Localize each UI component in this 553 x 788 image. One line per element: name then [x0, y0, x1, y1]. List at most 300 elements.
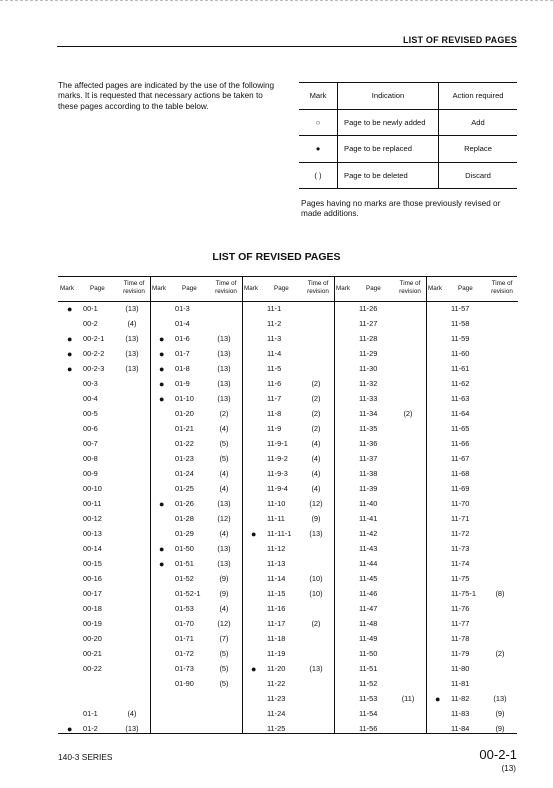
page-number: 01-50 — [175, 544, 194, 553]
table-row — [334, 332, 426, 346]
revision-number: (13) — [125, 724, 139, 733]
table-row — [334, 662, 426, 676]
page-number: 11-39 — [359, 484, 378, 493]
table-row — [334, 377, 426, 391]
table-row — [426, 317, 518, 331]
column-header-mark: Mark — [336, 285, 350, 292]
marks-legend-row — [299, 162, 517, 189]
table-row — [242, 332, 334, 346]
table-column-header — [426, 277, 518, 302]
mark-action: Replace — [439, 136, 518, 163]
replace-mark-icon: ● — [159, 379, 165, 389]
revision-number: (4) — [311, 484, 321, 493]
table-row — [58, 587, 150, 601]
table-row — [334, 392, 426, 406]
page-number: 00-16 — [83, 574, 102, 583]
page-number: 01-20 — [175, 409, 194, 418]
table-row — [58, 452, 150, 466]
page-number: 11-25 — [267, 724, 286, 733]
column-header-time: Time of revision — [215, 280, 237, 295]
column-header-page: Page — [366, 285, 381, 292]
table-row — [426, 362, 518, 376]
page-number: 00-15 — [83, 559, 102, 568]
page-number: 01-3 — [175, 304, 190, 313]
table-row — [58, 617, 150, 631]
header-action: Action required — [439, 83, 518, 110]
table-row — [150, 497, 242, 511]
table-row — [58, 572, 150, 586]
table-row — [58, 392, 150, 406]
page-number: 11-77 — [451, 619, 470, 628]
mark-indication: Page to be newly added — [338, 109, 439, 136]
table-row — [58, 647, 150, 661]
table-row — [334, 542, 426, 556]
mark-action: Add — [439, 109, 518, 136]
table-row — [242, 452, 334, 466]
table-row — [334, 617, 426, 631]
mark-indication: Page to be deleted — [338, 162, 439, 189]
page-number: 00-14 — [83, 544, 102, 553]
page-number: 11-84 — [451, 724, 470, 733]
revision-number: (13) — [493, 694, 507, 703]
table-row — [242, 392, 334, 406]
revision-number: (4) — [127, 319, 137, 328]
page-number: 11-32 — [359, 379, 378, 388]
page-number: 11-38 — [359, 469, 378, 478]
table-row — [58, 362, 150, 376]
page-number: 00-2 — [83, 319, 98, 328]
table-row — [58, 722, 150, 736]
revision-number: (5) — [219, 679, 229, 688]
page-number: 11-29 — [359, 349, 378, 358]
table-row — [334, 482, 426, 496]
table-row — [334, 467, 426, 481]
table-row — [334, 602, 426, 616]
revision-number: (5) — [219, 454, 229, 463]
table-row — [242, 362, 334, 376]
page-number: 11-63 — [451, 394, 470, 403]
page-number: 11-79 — [451, 649, 470, 658]
table-row — [58, 467, 150, 481]
page-number: 11-46 — [359, 589, 378, 598]
table-row — [58, 497, 150, 511]
column-header-page: Page — [182, 285, 197, 292]
intro-paragraph: The affected pages are indicated by the use of the following marks. It is requested that necessary actions be taken to these pages according to the table below. — [58, 81, 275, 111]
revision-number: (4) — [219, 529, 229, 538]
page-number: 01-29 — [175, 529, 194, 538]
revision-number: (9) — [495, 724, 505, 733]
table-row — [426, 467, 518, 481]
table-row — [58, 527, 150, 541]
table-row — [242, 497, 334, 511]
page-number: 11-53 — [359, 694, 378, 703]
footer-revision: (13) — [501, 764, 516, 773]
table-row — [242, 707, 334, 721]
table-row — [426, 542, 518, 556]
replace-mark-icon: ● — [159, 349, 165, 359]
revision-number: (5) — [219, 439, 229, 448]
list-title: LIST OF REVISED PAGES — [212, 251, 341, 263]
page-number: 11-33 — [359, 394, 378, 403]
mark-action: Discard — [439, 162, 518, 189]
table-row — [58, 377, 150, 391]
mark-symbol: ● — [299, 136, 338, 163]
page-number: 11-71 — [451, 514, 470, 523]
revision-number: (13) — [217, 559, 231, 568]
revision-number: (2) — [311, 379, 321, 388]
table-row — [242, 302, 334, 316]
table-column — [242, 277, 335, 733]
page-number: 01-22 — [175, 439, 194, 448]
table-row — [242, 677, 334, 691]
table-row — [58, 707, 150, 721]
table-row — [150, 647, 242, 661]
table-row — [426, 632, 518, 646]
page-number: 01-26 — [175, 499, 194, 508]
revision-number: (13) — [125, 334, 139, 343]
page-number: 11-59 — [451, 334, 470, 343]
table-row — [150, 377, 242, 391]
table-row — [426, 602, 518, 616]
page-number: 11-27 — [359, 319, 378, 328]
replace-mark-icon: ● — [67, 334, 73, 344]
table-row — [426, 407, 518, 421]
top-dashed-line — [0, 0, 553, 1]
table-row — [426, 347, 518, 361]
page-number: 11-11 — [267, 514, 285, 523]
page-number: 11-6 — [267, 379, 282, 388]
page-number: 11-11-1 — [267, 529, 292, 538]
table-row — [334, 722, 426, 736]
table-column-header — [334, 277, 426, 302]
table-row — [150, 572, 242, 586]
table-row — [334, 302, 426, 316]
table-row — [58, 662, 150, 676]
footer-series: 140-3 SERIES — [58, 752, 113, 762]
table-row — [58, 302, 150, 316]
table-row — [242, 557, 334, 571]
revision-number: (5) — [219, 664, 229, 673]
page-number: 11-34 — [359, 409, 378, 418]
page-number: 11-18 — [267, 634, 286, 643]
page-number: 01-90 — [175, 679, 194, 688]
page-number: 11-9-4 — [267, 484, 288, 493]
table-row — [150, 392, 242, 406]
page-number: 00-21 — [83, 649, 102, 658]
page-number: 11-61 — [451, 364, 470, 373]
page-number: 11-45 — [359, 574, 378, 583]
table-row — [242, 527, 334, 541]
header-mark: Mark — [299, 83, 338, 110]
table-row — [334, 527, 426, 541]
table-row — [150, 362, 242, 376]
page-number: 01-23 — [175, 454, 194, 463]
table-row — [334, 647, 426, 661]
table-row — [58, 512, 150, 526]
revision-number: (9) — [495, 709, 505, 718]
table-row — [58, 317, 150, 331]
page-number: 11-8 — [267, 409, 282, 418]
page-number: 11-60 — [451, 349, 470, 358]
page-number: 01-9 — [175, 379, 190, 388]
page-number: 01-8 — [175, 364, 190, 373]
revision-number: (13) — [125, 349, 139, 358]
header-rule — [57, 46, 517, 47]
replace-mark-icon: ● — [67, 364, 73, 374]
page-number: 11-51 — [359, 664, 378, 673]
page-number: 11-9 — [267, 424, 282, 433]
revision-number: (4) — [219, 424, 229, 433]
column-header-mark: Mark — [244, 285, 258, 292]
revision-number: (5) — [219, 649, 229, 658]
page-number: 11-67 — [451, 454, 470, 463]
table-row — [58, 422, 150, 436]
page-number: 00-5 — [83, 409, 98, 418]
page-number: 11-56 — [359, 724, 378, 733]
table-row — [242, 422, 334, 436]
page-number: 01-10 — [175, 394, 194, 403]
page-number: 11-28 — [359, 334, 378, 343]
table-row — [150, 587, 242, 601]
page-number: 00-2-1 — [83, 334, 105, 343]
page-number: 11-7 — [267, 394, 282, 403]
table-row — [334, 497, 426, 511]
column-header-page: Page — [90, 285, 105, 292]
table-row — [150, 422, 242, 436]
mark-symbol: ( ) — [299, 162, 338, 189]
revision-number: (11) — [401, 694, 415, 703]
revision-number: (2) — [311, 409, 321, 418]
revision-number: (13) — [217, 349, 231, 358]
revision-number: (2) — [219, 409, 229, 418]
page-number: 01-53 — [175, 604, 194, 613]
table-row — [150, 602, 242, 616]
page-number: 00-13 — [83, 529, 102, 538]
page-number: 11-75 — [451, 574, 470, 583]
page-number: 01-21 — [175, 424, 194, 433]
marks-legend-row — [299, 109, 517, 136]
page-number: 11-5 — [267, 364, 282, 373]
mark-indication: Page to be replaced — [338, 136, 439, 163]
page-number: 11-40 — [359, 499, 378, 508]
table-row — [58, 482, 150, 496]
revision-number: (2) — [311, 619, 321, 628]
column-header-time: Time of revision — [399, 280, 421, 295]
page-number: 00-1 — [83, 304, 98, 313]
page-number: 00-22 — [83, 664, 102, 673]
page-number: 11-16 — [267, 604, 286, 613]
page-number: 00-19 — [83, 619, 102, 628]
revision-number: (13) — [217, 499, 231, 508]
table-row — [242, 542, 334, 556]
page-number: 11-14 — [267, 574, 286, 583]
table-row — [150, 557, 242, 571]
replace-mark-icon: ● — [159, 499, 165, 509]
column-header-mark: Mark — [152, 285, 166, 292]
page-number: 01-7 — [175, 349, 190, 358]
table-row — [58, 437, 150, 451]
table-row — [426, 707, 518, 721]
page-number: 11-13 — [267, 559, 286, 568]
replace-mark-icon: ● — [251, 664, 257, 674]
page-number: 11-82 — [451, 694, 470, 703]
table-row — [334, 362, 426, 376]
page-number: 00-20 — [83, 634, 102, 643]
table-row — [334, 407, 426, 421]
page-number: 11-1 — [267, 304, 282, 313]
page-number: 11-44 — [359, 559, 378, 568]
revision-number: (4) — [127, 709, 137, 718]
revision-number: (9) — [219, 589, 229, 598]
table-row — [426, 722, 518, 736]
page-number: 01-4 — [175, 319, 190, 328]
table-row — [426, 527, 518, 541]
page-number: 01-25 — [175, 484, 194, 493]
page-number: 11-23 — [267, 694, 286, 703]
revision-number: (13) — [217, 394, 231, 403]
table-row — [426, 437, 518, 451]
page-number: 01-52-1 — [175, 589, 201, 598]
page-number: 00-9 — [83, 469, 98, 478]
table-row — [334, 707, 426, 721]
page-number: 11-20 — [267, 664, 286, 673]
page-number: 11-9-1 — [267, 439, 288, 448]
page-number: 00-18 — [83, 604, 102, 613]
table-row — [242, 467, 334, 481]
page-number: 01-70 — [175, 619, 194, 628]
table-row — [150, 527, 242, 541]
table-row — [426, 647, 518, 661]
revision-number: (4) — [219, 604, 229, 613]
table-row — [150, 632, 242, 646]
table-row — [150, 677, 242, 691]
page-number: 11-80 — [451, 664, 470, 673]
table-row — [426, 512, 518, 526]
revision-number: (13) — [125, 364, 139, 373]
marks-legend-header — [299, 83, 517, 110]
table-row — [150, 332, 242, 346]
page-header-title: LIST OF REVISED PAGES — [402, 35, 517, 45]
revision-number: (13) — [217, 364, 231, 373]
page-number: 11-17 — [267, 619, 286, 628]
page-number: 11-35 — [359, 424, 378, 433]
page-number: 00-10 — [83, 484, 102, 493]
revision-number: (7) — [219, 634, 229, 643]
page-number: 00-3 — [83, 379, 98, 388]
table-row — [150, 407, 242, 421]
column-header-time: Time of revision — [491, 280, 513, 295]
page-number: 11-52 — [359, 679, 378, 688]
table-row — [150, 467, 242, 481]
table-row — [426, 332, 518, 346]
page-number: 11-9-3 — [267, 469, 288, 478]
page-number: 11-68 — [451, 469, 470, 478]
page-number: 11-42 — [359, 529, 378, 538]
table-row — [426, 482, 518, 496]
revision-number: (10) — [309, 574, 323, 583]
table-row — [242, 632, 334, 646]
page-number: 11-4 — [267, 349, 282, 358]
page-number: 00-11 — [83, 499, 102, 508]
table-row — [150, 512, 242, 526]
table-row — [242, 572, 334, 586]
page-number: 11-15 — [267, 589, 286, 598]
page-number: 00-2-2 — [83, 349, 105, 358]
marks-legend-table — [299, 82, 517, 189]
page-number: 11-75-1 — [451, 589, 476, 598]
page-number: 00-7 — [83, 439, 98, 448]
table-row — [334, 317, 426, 331]
page-number: 01-2 — [83, 724, 98, 733]
page-number: 11-22 — [267, 679, 286, 688]
page-number: 11-66 — [451, 439, 470, 448]
table-column-header — [58, 277, 150, 302]
column-header-mark: Mark — [428, 285, 442, 292]
revision-number: (2) — [311, 424, 321, 433]
table-row — [334, 422, 426, 436]
table-row — [58, 632, 150, 646]
table-row — [426, 302, 518, 316]
revision-number: (13) — [217, 544, 231, 553]
column-header-time: Time of revision — [123, 280, 145, 295]
table-row — [58, 347, 150, 361]
table-row — [334, 572, 426, 586]
table-row — [426, 677, 518, 691]
table-row — [426, 392, 518, 406]
table-row — [150, 437, 242, 451]
page-number: 01-1 — [83, 709, 98, 718]
table-column — [334, 277, 427, 733]
table-row — [242, 587, 334, 601]
revision-number: (13) — [309, 664, 323, 673]
revision-number: (12) — [217, 619, 231, 628]
table-row — [426, 422, 518, 436]
mark-symbol: ○ — [299, 109, 338, 136]
table-column-header — [242, 277, 334, 302]
page-number: 11-47 — [359, 604, 378, 613]
header-indication: Indication — [338, 83, 439, 110]
revision-number: (4) — [311, 469, 321, 478]
replace-mark-icon: ● — [251, 529, 257, 539]
table-column — [58, 277, 151, 733]
note-text: Pages having no marks are those previously revised or made additions. — [301, 199, 501, 219]
page-number: 01-71 — [175, 634, 194, 643]
table-row — [426, 692, 518, 706]
table-row — [334, 632, 426, 646]
page-number: 11-36 — [359, 439, 378, 448]
page-number: 00-2-3 — [83, 364, 105, 373]
revision-number: (4) — [219, 484, 229, 493]
page-number: 00-8 — [83, 454, 98, 463]
page-number: 11-2 — [267, 319, 282, 328]
revision-number: (13) — [309, 529, 323, 538]
page-number: 11-69 — [451, 484, 470, 493]
page-number: 11-70 — [451, 499, 470, 508]
footer-page-number: 00-2-1 — [479, 747, 517, 762]
page-number: 11-83 — [451, 709, 470, 718]
page-number: 01-52 — [175, 574, 194, 583]
page-number: 11-12 — [267, 544, 286, 553]
page-number: 11-57 — [451, 304, 470, 313]
table-row — [242, 647, 334, 661]
page-number: 01-72 — [175, 649, 194, 658]
table-row — [150, 662, 242, 676]
page-number: 00-12 — [83, 514, 102, 523]
table-row — [426, 587, 518, 601]
table-row — [242, 482, 334, 496]
revision-number: (2) — [403, 409, 413, 418]
replace-mark-icon: ● — [159, 559, 165, 569]
